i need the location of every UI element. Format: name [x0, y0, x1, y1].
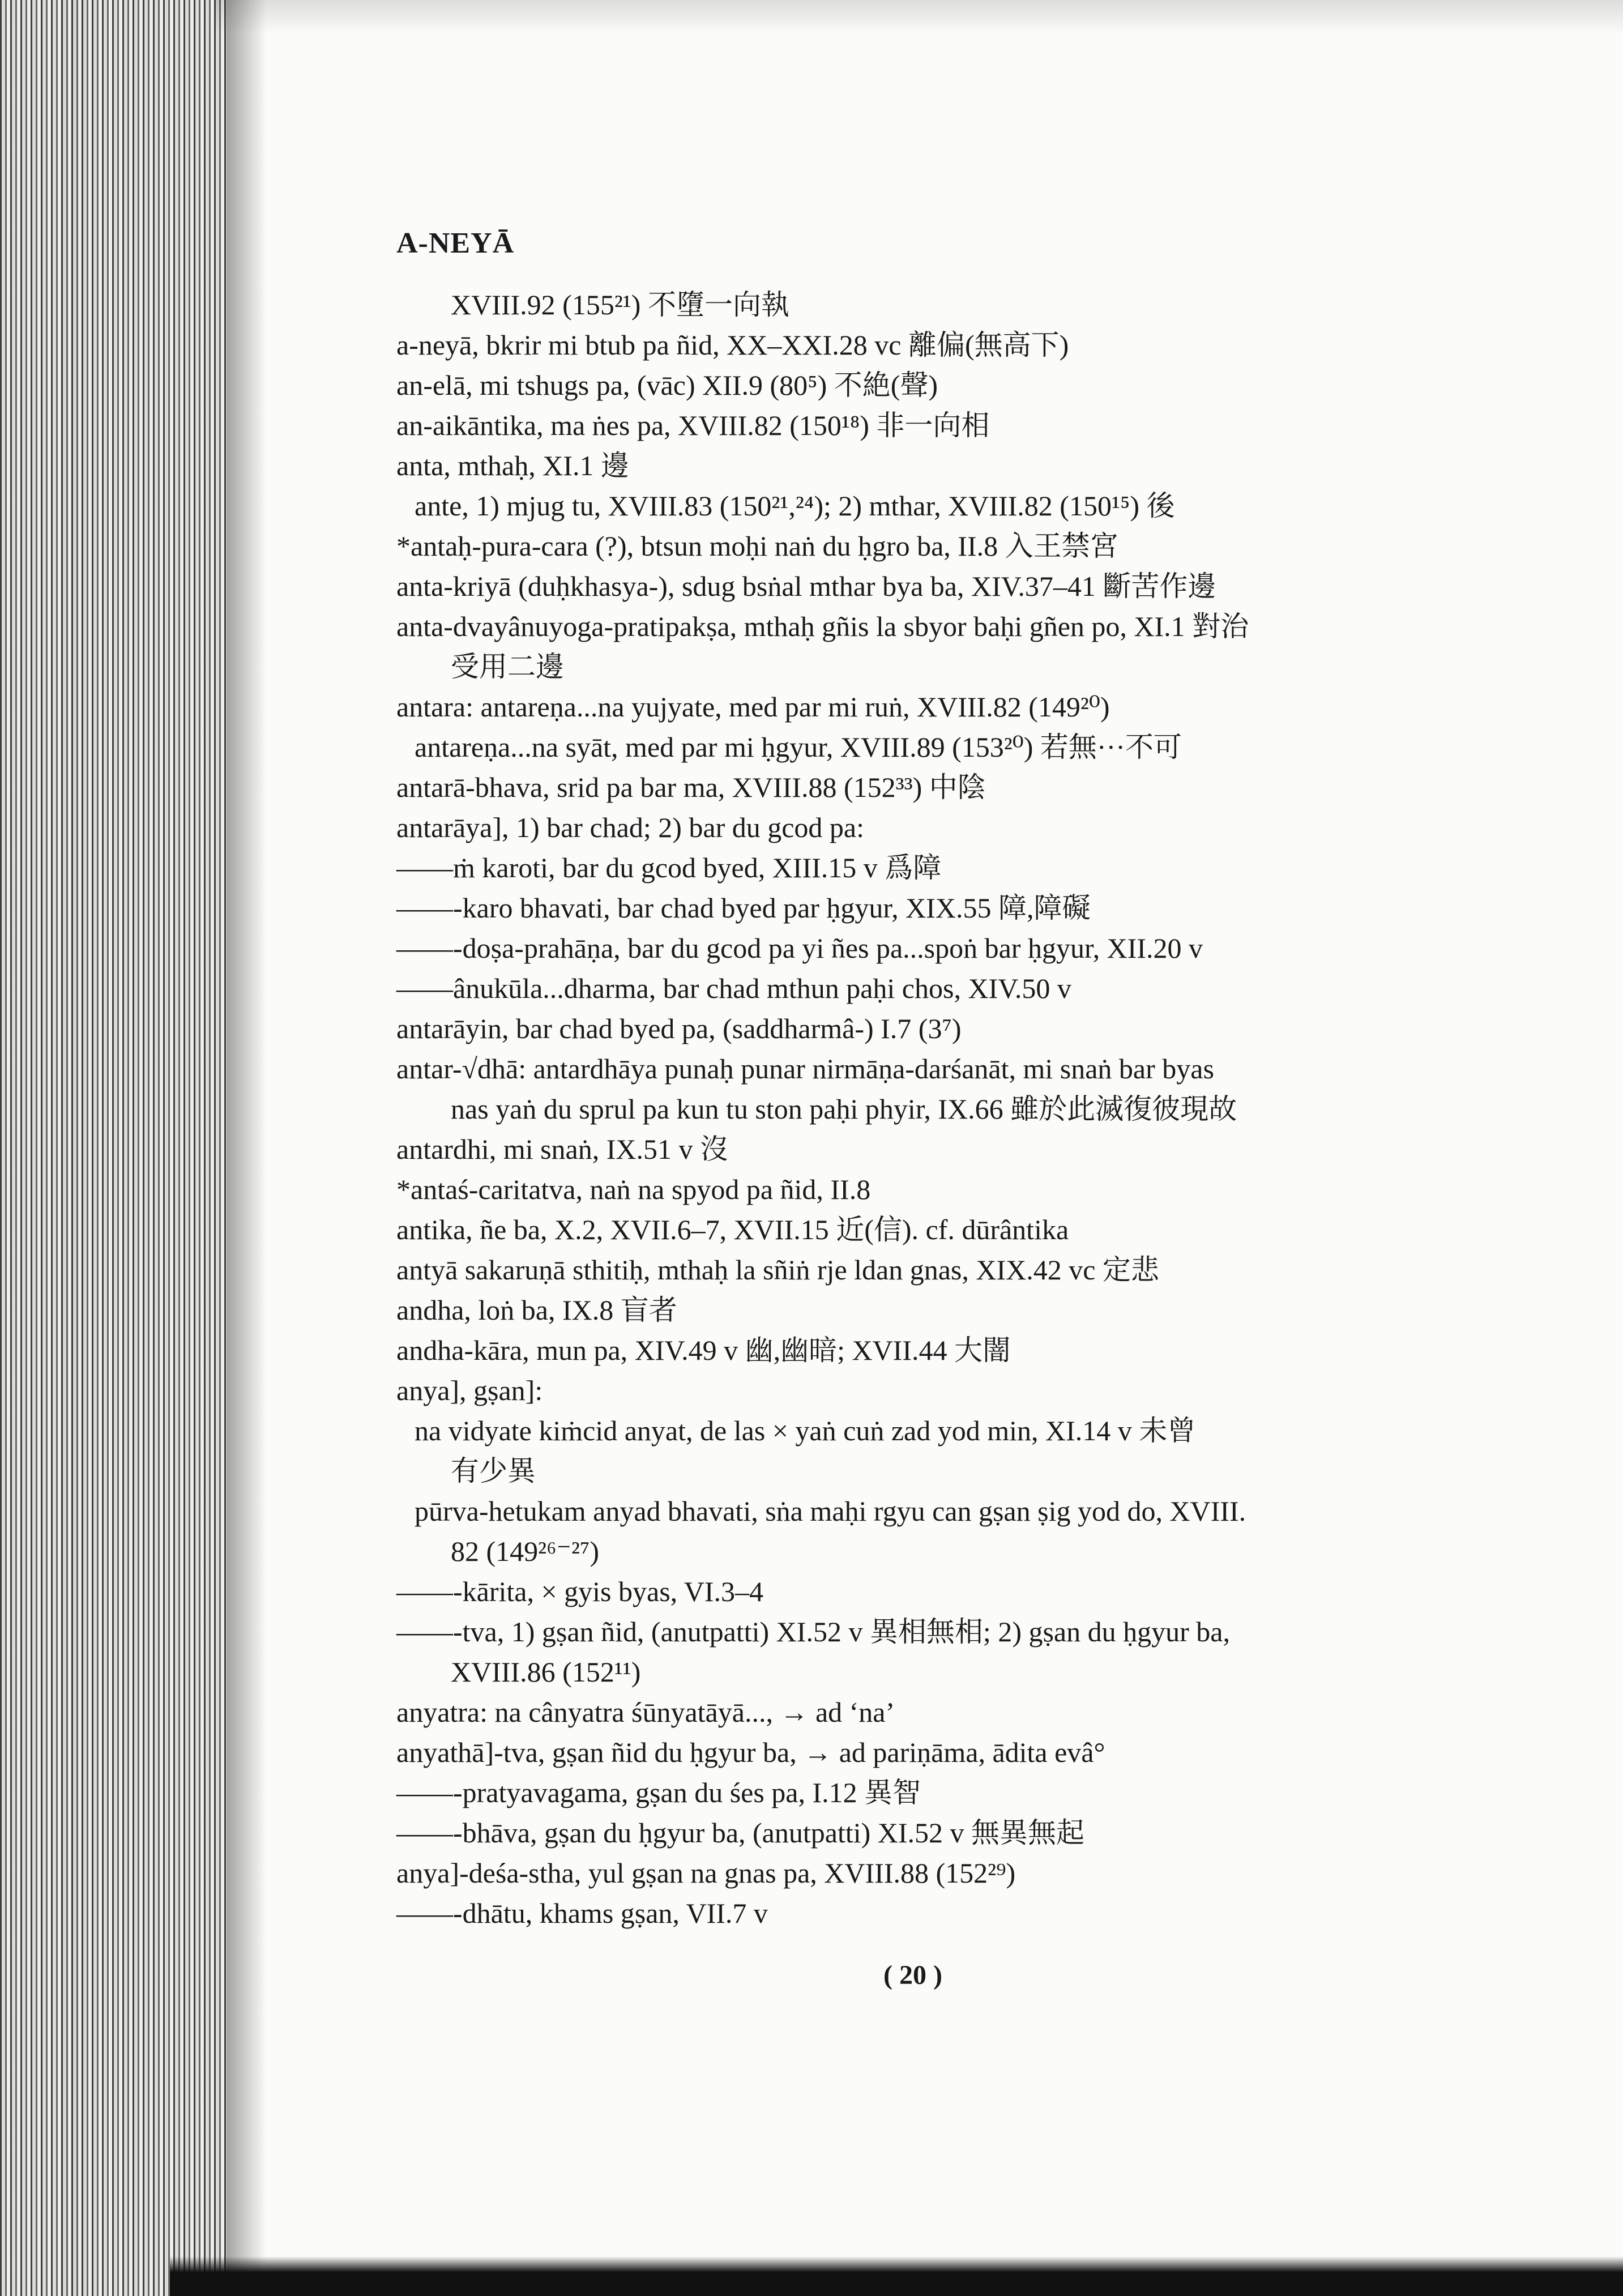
entry-line: a-neyā, bkrir mi btub pa ñid, XX–XXI.28 vc 離偏(無高下): [396, 329, 1069, 361]
entry-line: 82 (149²⁶⁻²⁷): [451, 1535, 600, 1567]
entry-line: an-elā, mi tshugs pa, (vāc) XII.9 (80⁵) 不絶(聲): [396, 369, 938, 401]
page-heading: A-NEYĀ: [396, 227, 515, 259]
page-number: ( 20 ): [883, 1960, 942, 1990]
entry-line: anta-dvayânuyoga-pratipakṣa, mthaḥ gñis la sbyor baḥi gñen po, XI.1 對治: [396, 611, 1249, 642]
entry-line: antardhi, mi snaṅ, IX.51 v 沒: [396, 1133, 729, 1165]
entry-line: an-aikāntika, ma ṅes pa, XVIII.82 (150¹⁸) 非一向相: [396, 409, 990, 441]
entry-line: ——-pratyavagama, gṣan du śes pa, I.12 異智: [396, 1777, 921, 1808]
binding-shadow: [227, 0, 266, 2296]
entry-line: antarāyin, bar chad byed pa, (saddharmâ-) I.7 (3⁷): [396, 1013, 962, 1044]
entry-line: anyathā]-tva, gṣan ñid du ḥgyur ba, → ad pariṇāma, ādita evâ°: [396, 1736, 1105, 1768]
entry-line: XVIII.92 (155²¹) 不墮一向執: [451, 289, 789, 321]
entry-line: nas yaṅ du sprul pa kun tu ston paḥi phyir, IX.66 雖於此滅復彼現故: [451, 1093, 1237, 1125]
entry-line: andha-kāra, mun pa, XIV.49 v 幽,幽暗; XVII.44 大闇: [396, 1334, 1011, 1366]
entry-line: anta-kriyā (duḥkhasya-), sdug bsṅal mthar bya ba, XIV.37–41 斷苦作邊: [396, 570, 1216, 602]
entry-line: *antaḥ-pura-cara (?), btsun moḥi naṅ du ḥgro ba, II.8 入王禁宮: [396, 530, 1118, 562]
entry-line: *antaś-caritatva, naṅ na spyod pa ñid, II.8: [396, 1173, 871, 1205]
entry-line: ——ṁ karoti, bar du gcod byed, XIII.15 v 爲障: [396, 852, 942, 884]
entry-line: 受用二邊: [451, 651, 564, 682]
entry-line: ——ânukūla...dharma, bar chad mthun paḥi chos, XIV.50 v: [396, 972, 1071, 1004]
entry-line: na vidyate kiṁcid anyat, de las × yaṅ cuṅ zad yod min, XI.14 v 未曾: [415, 1415, 1196, 1446]
scan-bottom-edge: [170, 2256, 1623, 2296]
entry-line: ——-doṣa-prahāṇa, bar du gcod pa yi ñes pa...spoṅ bar ḥgyur, XII.20 v: [396, 932, 1203, 964]
entry-line: andha, loṅ ba, IX.8 盲者: [396, 1294, 677, 1326]
entry-line: ——-bhāva, gṣan du ḥgyur ba, (anutpatti) XI.52 v 無異無起: [396, 1817, 1085, 1849]
entry-line: antarāya], 1) bar chad; 2) bar du gcod pa:: [396, 812, 865, 843]
entry-line: ——-dhātu, khams gṣan, VII.7 v: [396, 1897, 768, 1929]
entry-line: antarā-bhava, srid pa bar ma, XVIII.88 (152³³) 中陰: [396, 771, 986, 803]
entry-line: anta, mthaḥ, XI.1 邊: [396, 450, 630, 481]
entry-line: antyā sakaruṇā sthitiḥ, mthaḥ la sñiṅ rje ldan gnas, XIX.42 vc 定悲: [396, 1254, 1159, 1286]
entry-line: antar-√dhā: antardhāya punaḥ punar nirmāṇa-darśanāt, mi snaṅ bar byas: [396, 1053, 1214, 1085]
top-shadow: [215, 0, 1623, 34]
entry-line: 有少異: [451, 1455, 536, 1487]
entry-line: XVIII.86 (152¹¹): [451, 1656, 641, 1688]
entry-line: ante, 1) mjug tu, XVIII.83 (150²¹,²⁴); 2) mthar, XVIII.82 (150¹⁵) 後: [415, 490, 1175, 522]
entry-line: antareṇa...na syāt, med par mi ḥgyur, XVIII.89 (153²⁰) 若無···不可: [415, 731, 1182, 763]
entry-line: anya], gṣan]:: [396, 1375, 543, 1406]
entry-line: antara: antareṇa...na yujyate, med par mi ruṅ, XVIII.82 (149²⁰): [396, 691, 1110, 723]
entry-line: ——-tva, 1) gṣan ñid, (anutpatti) XI.52 v 異相無相; 2) gṣan du ḥgyur ba,: [396, 1616, 1230, 1648]
entry-line: ——-kārita, × gyis byas, VI.3–4: [396, 1576, 764, 1607]
entry-line: pūrva-hetukam anyad bhavati, sṅa maḥi rgyu can gṣan ṣig yod do, XVIII.: [415, 1495, 1246, 1527]
entry-line: ——-karo bhavati, bar chad byed par ḥgyur, XIX.55 障,障礙: [396, 892, 1091, 924]
book-binding: [0, 0, 227, 2296]
entry-line: anya]-deśa-stha, yul gṣan na gnas pa, XVIII.88 (152²⁹): [396, 1857, 1016, 1889]
entry-line: anyatra: na cânyatra śūnyatāyā..., → ad ‘na’: [396, 1696, 895, 1728]
dictionary-page: [396, 227, 1518, 1934]
entry-list: [396, 285, 1518, 1934]
entry-line: antika, ñe ba, X.2, XVII.6–7, XVII.15 近(信). cf. dūrântika: [396, 1214, 1069, 1245]
